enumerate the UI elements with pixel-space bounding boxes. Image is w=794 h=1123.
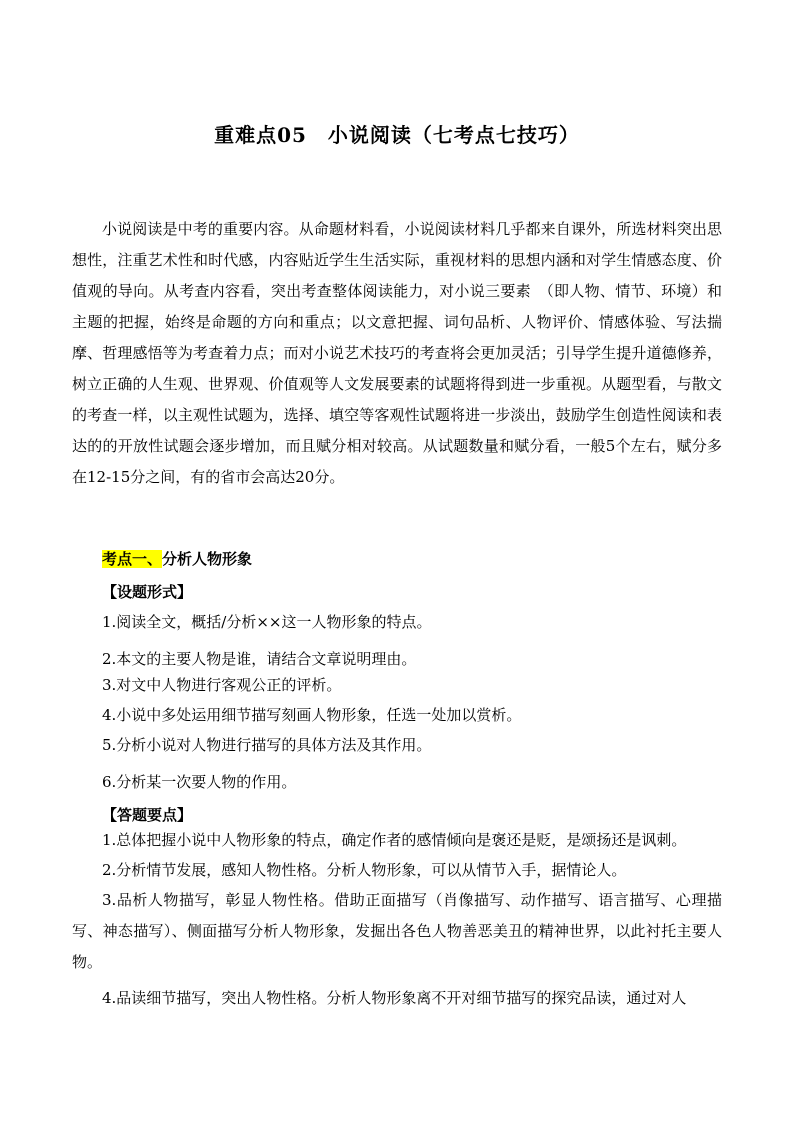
section-highlight: 考点一、 <box>102 550 163 568</box>
question-form-item: 6.分析某一次要人物的作用。 <box>102 773 297 791</box>
intro-paragraph <box>72 214 722 493</box>
answer-point-paragraph <box>72 983 722 1014</box>
question-form-item: 5.分析小说对人物进行描写的具体方法及其作用。 <box>102 736 432 754</box>
section-heading <box>102 548 252 569</box>
question-form-item: 3.对文中人物进行客观公正的评析。 <box>102 676 342 694</box>
page-title: 重难点05 小说阅读（七考点七技巧） <box>214 123 580 147</box>
question-form-item: 2.本文的主要人物是谁，请结合文章说明理由。 <box>102 650 417 668</box>
answer-point-item: 2.分析情节发展，感知人物性格。分析人物形象，可以从情节入手，据情论人。 <box>102 861 627 879</box>
question-form-item: 4.小说中多处运用细节描写刻画人物形象，任选一处加以赏析。 <box>102 706 522 724</box>
answer-point-item: 3.品析人物描写，彰显人物性格。借助正面描写（肖像描写、动作描写、语言描写、心理描写、神态描写）、侧面描写分析人物形象，发掘出各色人物善恶美丑的精神世界，以此衬托主要人物。 <box>72 891 722 971</box>
answer-point-paragraph <box>72 885 722 978</box>
answer-point-item: 1.总体把握小说中人物形象的特点，确定作者的感情倾向是褒还是贬，是颂扬还是讽刺。 <box>102 831 687 849</box>
question-form-item: 1.阅读全文，概括/分析××这一人物形象的特点。 <box>102 613 432 631</box>
answer-points-heading: 【答题要点】 <box>102 806 193 824</box>
answer-point-item: 4.品读细节描写，突出人物性格。分析人物形象离不开对细节描写的探究品读，通过对人 <box>102 989 687 1007</box>
question-forms-heading: 【设题形式】 <box>102 583 193 601</box>
section-title: 分析人物形象 <box>162 550 253 568</box>
intro-text: 小说阅读是中考的重要内容。从命题材料看，小说阅读材料几乎都来自课外，所选材料突出思想性，注重艺术性和时代感，内容贴近学生生活实际，重视材料的思想内涵和对学生情感态度、价值观的导向。从考查内容看，突出考查整体阅读能力，对小说三要素 （即人物、情节、环境）和主题的把握，始终是命题的方向和重点；以文意把握、词句品析、人物评价、情感体验、写法揣摩、哲理感悟等为考查着力点；而对小说艺术技巧的考查将会更加灵活；引导学生提升道德修养，树立正确的人生观、世界观、价值观等人文发展要素的试题将得到进一步重视。从题型看，与散文的考查一样，以主观性试题为，选择、填空等客观性试题将进一步淡出，鼓励学生创造性阅读和表达的的开放性试题会逐步增加，而且赋分相对较高。从试题数量和赋分看，一般5个左右，赋分多在12-15分之间，有的省市会高达20分。 <box>72 220 722 486</box>
